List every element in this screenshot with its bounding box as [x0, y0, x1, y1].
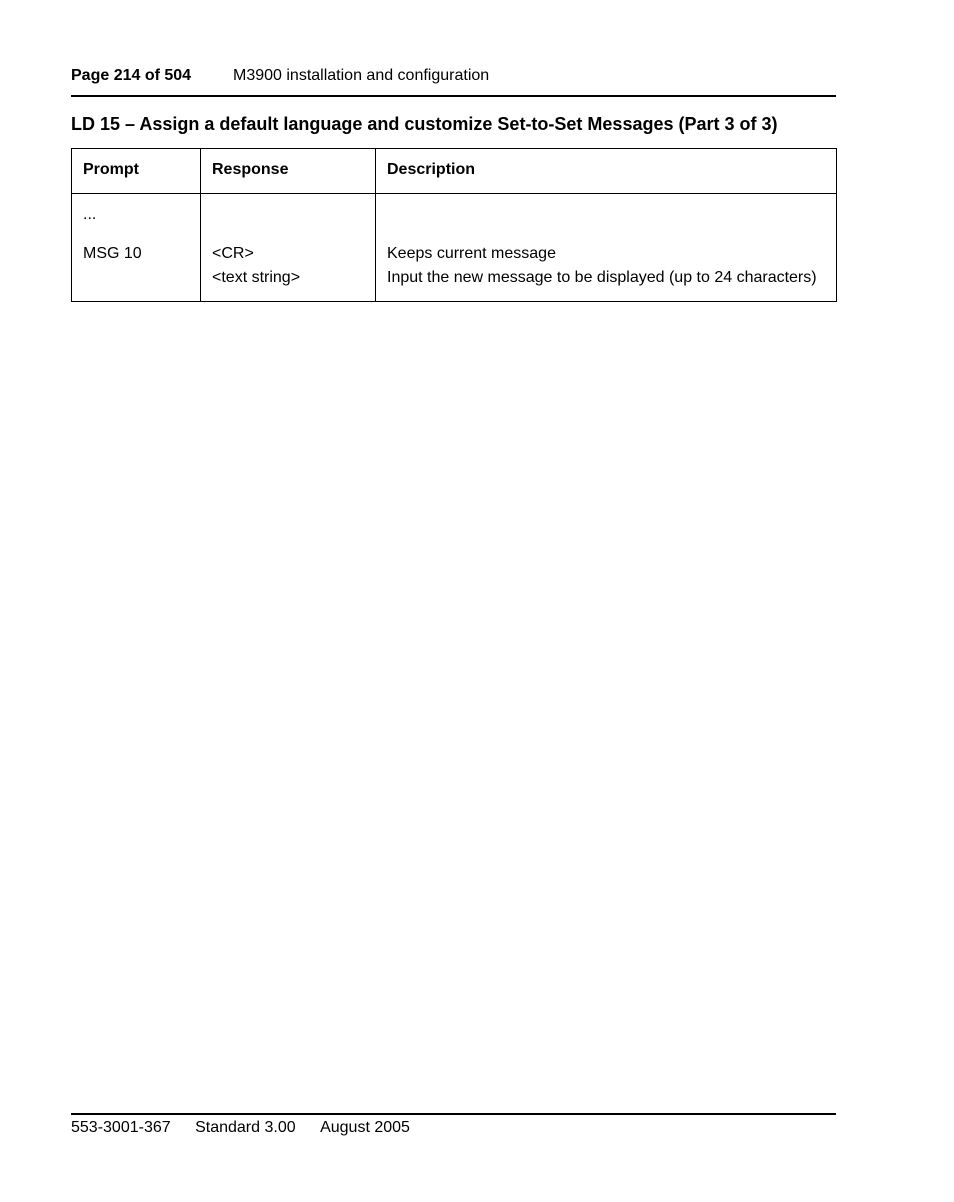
- page-footer: [71, 1118, 410, 1138]
- ld15-table: [71, 148, 837, 302]
- cell-blank-line: [387, 203, 825, 227]
- continuation-marker: ...: [83, 206, 97, 223]
- publication-date: August 2005: [320, 1119, 410, 1136]
- response-value: <text string>: [212, 268, 301, 286]
- response-value: <CR>: [212, 245, 254, 262]
- table-row: [72, 194, 837, 302]
- table-header-row: [72, 149, 837, 194]
- page-number: Page 214 of 504: [71, 67, 192, 84]
- header-rule: [71, 95, 836, 97]
- cell-spacer: [212, 227, 364, 243]
- standard-version: Standard 3.00: [195, 1119, 296, 1136]
- description-cell: [376, 194, 837, 302]
- cell-spacer: [83, 227, 189, 243]
- prompt-cell: [72, 194, 201, 302]
- footer-rule: [71, 1113, 836, 1115]
- description-text: Keeps current message: [387, 245, 556, 262]
- table-title: LD 15 – Assign a default language and customize Set-to-Set Messages (Part 3 of 3): [71, 114, 778, 134]
- description-text: Input the new message to be displayed (up to 24 characters): [387, 268, 817, 286]
- cell-spacer: [387, 227, 825, 243]
- document-number: 553-3001-367: [71, 1119, 171, 1136]
- prompt-value: MSG 10: [83, 245, 142, 262]
- column-header-description: Description: [376, 149, 837, 194]
- column-header-response: Response: [201, 149, 376, 194]
- column-header-prompt: Prompt: [72, 149, 201, 194]
- document-title: M3900 installation and configuration: [233, 67, 490, 84]
- cell-blank-line: [212, 203, 364, 227]
- page-header: [71, 66, 836, 86]
- response-cell: [201, 194, 376, 302]
